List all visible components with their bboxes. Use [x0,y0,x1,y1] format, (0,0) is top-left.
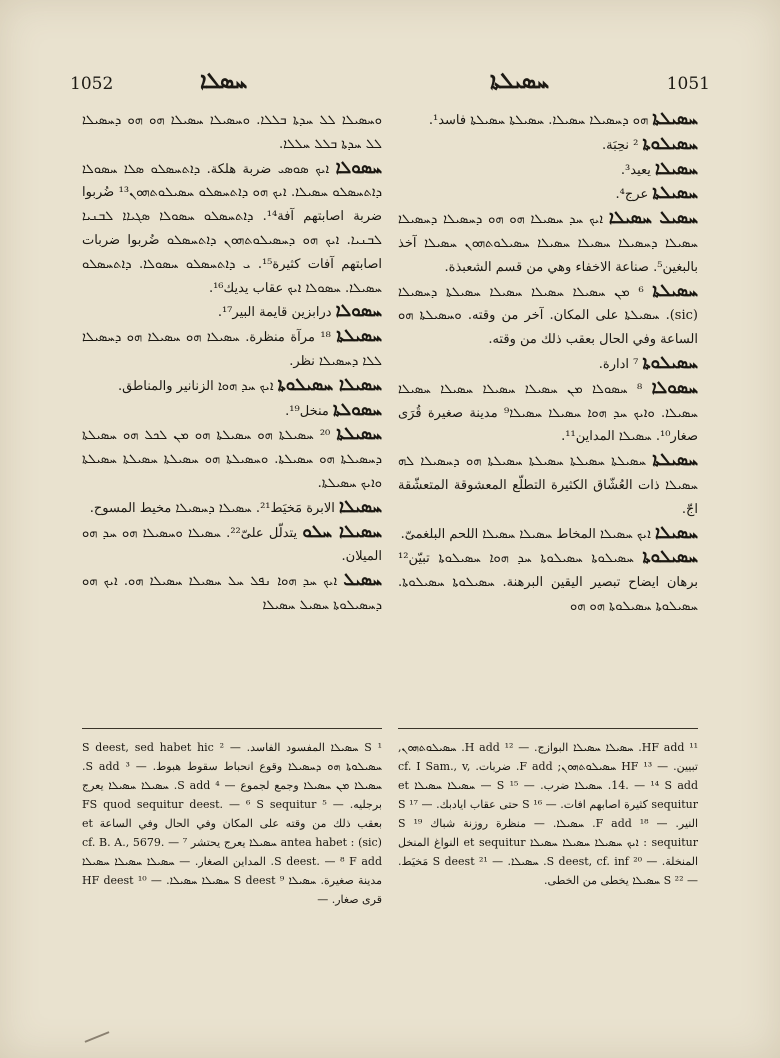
entry-headword: ܚܣܝܠ [343,570,382,591]
dictionary-entry [398,522,698,547]
dictionary-entry [82,108,382,157]
dictionary-entry [82,374,382,399]
entry-headword: ܚܣܘܠܐ [651,377,698,398]
entry-text: ⁷ ادارة. [598,356,639,372]
entry-headword: ܚܣܘܠܬܐ [332,399,382,420]
entry-text: ܐܝܟ ܚܕ ܗܘܐ ܢܦܠ ܚܠ ܚܣܝܠܐ ܚܣܝܠܐ ܗܘ. ܐܝܟ ܗܘ ܕܚܣܝܠܘܬܐ ܚܣܝܠ ܚܣܝܠܐ [82,574,382,613]
entry-text: ⁶ ܡܢ ܚܣܝܠܐ ܚܣܝܠܐ ܚܣܝܠܐ ܚܣܝܠܬܐ ܕܚܣܝܠܐ (sic). ܚܣܝܠܬܐ على المكان. آخر من وقته. ܘܚܣܝܠܬܐ ܗܘ الساعة وفي الحال بعقب ذلك من وقته. [398,284,698,348]
entry-text: ²⁰ ܚܣܝܠܬܐ ܗܘ ܚܣܝܠܬܐ ܗܘ ܡܢ ܠܟܠ ܗܘ ܚܣܝܠܬܐ ܕܚܣܝܠܬܐ ܗܘ ܚܣܝܠܬܐ. ܘܚܣܝܠܬܐ ܗܘ ܚܣܝܠܬܐ ܚܣܝܠܬܐ ܚܣܝܠܬܐ ܘܐܝܟ ܚܣܝܠܬܐ. [82,428,382,491]
entry-headword: ܚܣܝܠܬܐ [652,450,698,471]
entry-headword: ܚܣܝܠܘܬܐ [642,133,698,154]
entry-text: درابزين قايمة البير¹⁷. [217,305,332,321]
dictionary-entry [82,569,382,618]
entry-text: يتدلّل علىّ²². ܚܣܝܠܐ ܘܚܣܝܠܐ ܗܘ ܚܕ ܗܘ الميلان. [82,525,382,565]
left-running-head: ܚܣܠܐ [200,68,248,94]
entry-headword: ܚܣܝܠܘܬܐ [642,547,698,568]
left-column [82,108,382,720]
dictionary-entry [398,182,698,207]
dictionary-entry [398,133,698,158]
entry-text: ܚܣܝܠܘܬܐ ܚܣܝܠܘܬܐ ܚܕ ܗܘܐ ܚܣܝܠܘܬܐ تبيّن¹² برهان ايضاح تبصير اليقين البرهنة. ܚܣܝܠܘܬܐ ܚܣܝܠܘܬܐ. ܚܣܝܠܘܬܐ ܚܣܝܠܘܬܐ ܗܘ ܗܘ [398,551,698,614]
entry-text: عرج⁴. [615,187,649,203]
entry-headword: ܚܣܝܠܐ [655,158,698,179]
right-column [398,108,698,720]
right-footnote-rule [398,728,698,729]
dictionary-entry [398,352,698,377]
dictionary-entry [398,280,698,352]
dictionary-entry [82,325,382,374]
entry-headword: ܚܣܝܠܘܬܐ [642,352,698,373]
entry-text: ܚܣܝܠܬܐ ܚܣܝܠܬܐ ܚܣܝܠܬܐ ܚܣܝܠܬܐ ܗܘ ܕܚܣܝܠܐ ܠܗ ܚܣܝܠܐ ذات العُشّاق الكثيرة التطلّع المعشوقة المتعشّقة اجّ. [398,454,698,517]
entry-text: يعيد³. [620,162,651,178]
right-footnotes [398,738,698,968]
entry-text: ⁸ ܚܣܘܠܐ ܡܢ ܚܣܝܠܐ ܚܣܝܠܐ ܚܣܝܠܐ ܚܣܝܠܐ ܚܣܝܠܐ. ܘܐܝܟ ܚܕ ܗܘܐ ܚܣܝܠܐ ܚܣܝܠܐ⁹ مدينة صغيرة قُرَى صغار¹⁰. ܚܣܝܠܐ المداين¹¹. [398,381,698,445]
entry-text: ܐܝܟ ܚܕ ܚܣܝܠܐ ܗܘ ܗܘ ܕܚܣܝܠܐ ܕܚܣܝܠܐ ܚܣܝܠܐ ܕܚܣܝܠܐ ܚܣܝܠܐ ܚܣܝܠܐ ܚܣܝܠܘܬܗܘܢ ܚܣܝܠܐ آخذ بالبغين⁵. صناعة الاخفاء وهي من قسم الشعبذة. [398,212,698,275]
entry-headword: ܚܣܝܠܐ [339,496,382,517]
entry-text: ¹⁸ مرآة منظرة. ܚܣܝܠܐ ܗܘ ܚܣܝܠܐ ܗܘ ܕܚܣܝܠܐ ܠܠܐ ܕܚܣܝܠܐ نظر. [82,330,382,369]
entry-headword: ܚܣܘܠܐ [335,157,382,178]
page-header [70,66,710,100]
footnote-block: ¹¹ HF add. ܚܣܝܠܐ ܚܣܝܠܐ البوازج. — ¹² H add. ܚܣܝܠܘܬܗܘܢ, تبيين. — ¹³ HF ܚܣܝܠܘܬܗܘܢ; F add. ضربات. cf. I Sam., v, 14. — ¹⁴ S add. ܚܣܝܠܐ ضرب. — ¹⁵ S — ܚܣܝܠܐ ܚܣܝܠܐ et sequitur كثيرة اصابهم افات. — ¹⁶ S حتى عقاب ايادبك. — ¹⁷ S النير. — ¹⁸ F add. ܚܣܝܠܐ. — منظرة روزنة شباك ¹⁹ S sequitur : ܐܝܟ ܚܣܝܠܐ ܚܣܝܠܐ ܚܣܝܠܐ et sequitur النواغ المنخل المنخلة. — ²⁰ S deest, cf. inf. ܚܣܝܠܐ. — ²¹ S deest مَخيَط. — ²² S ܚܣܝܠܐ يخطى من الخطى. [398,741,698,887]
entry-text: ܗܘ ܕܚܣܝܠܐ ܚܣܝܠܐ. ܚܣܝܠܬܐ ܚܣܝܠܬܐ فاسد¹. [428,113,649,128]
entry-text: ܘܚܣܝܠܐ ܠܠ ܚܕܬܐ ܒܠܠܐ. ܘܚܣܝܠܐ ܚܣܝܠܐ ܗܘ ܗܘ ܕܚܣܝܠܐ ܠܠ ܚܕܬܐ ܒܠܠ ܚܠܠܐ. [82,113,382,152]
right-running-head: ܚܣܝܠܬܐ [490,68,550,94]
dictionary-entry [82,423,382,495]
dictionary-entry [82,496,382,521]
entry-headword: ܚܣܝܠܐ ܚܣܝܠܘܬܐ [277,374,382,395]
dictionary-entry [398,108,698,133]
dictionary-entry [398,546,698,618]
left-page-number: 1052 [70,74,114,94]
entry-headword: ܚܣܝܠܬܐ [652,183,698,204]
dictionary-entry [398,158,698,183]
entry-text: منخل¹⁹. [285,403,329,419]
dictionary-entry [398,449,698,521]
footnote-block: ¹ S ܚܣܝܠܐ المفسود الفاسد. — ² S deest, sed habet hic ܚܣܝܠܘܬܐ ܗܘ ܕܚܣܝܠܐ وقوع انحباط سقوط هبوط. — ³ S add. ܚܣܝܠܐ ܡܢ ܚܣܝܠܐ وجمع لجموع — ⁴ S add. ܚܣܝܠܐ ܚܣܝܠܐ يعرج برجليه. — ⁵ FS quod sequitur deest. — ⁶ S sequitur بعقب ذلك من وقته على المكان وفي الحال وفي الساعة et antea habet : (sic) ܚܣܝܠܐ يعرج يحتشر cf. B. A., 5679. — ⁷ S deest. — ⁸ F add. المداين الصغار. — ܚܣܝܠܐ ܚܣܝܠܐ ܚܣܝܠܐ مدينة صغيرة. ܚܣܝܠܐ ⁹ S deest ܚܣܝܠܐ ܚܣܝܠܐ. — ¹⁰ HF deest قرى صغار. — [82,741,382,906]
entry-text: ܐܝܟ ܣܘܣܝ ضربة هلكة. ܕܐܬܚܣܠܘ ܣܠܐ ܚܣܘܠܐ ܕܐܬܚܣܠܘ ܚܣܝܠܐ. ܐܝܟ ܗܘ ܕܐܬܚܣܠܘ ܚܣܝܠܘܬܗܘܢ¹³ ضُربوا ضربة اصابتهم آفة¹⁴. ܕܐܬܚܣܠܘ ܚܣܘܠܐ ܣܓܝܐܐ ܠܒܢܝܐ ܠܒܢܝܐ. ܐܝܟ ܗܘ ܕܚܣܝܠܘܬܗܘܢ ܕܐܬܚܣܠܘ ضُربوا ضربات اصابتهم آفات كثيرة¹⁵. ܝ ܕܐܬܚܣܠܘ ܚܣܘܠܐ. ܕܐܬܚܣܠܘ ܚܣܝܠܐ. ܚܣܘܠܐ ܐܝܟ عقاب يديك¹⁶. [82,161,382,296]
entry-headword: ܚܣܝܠܐ ܚܠܘ [302,521,382,542]
dictionary-entry [398,377,698,449]
left-footnote-rule [82,728,382,729]
right-page-number: 1051 [666,74,710,94]
dictionary-entry [82,399,382,424]
entry-headword: ܚܣܝܠ ܚܣܝܠܐ [608,208,698,229]
entry-headword: ܚܣܝܠܬܐ [336,326,382,347]
entry-text: الابرة مَخيَط²¹. ܚܣܝܠܐ ܕܚܣܝܠܐ مخيط المسوح. [89,500,335,516]
entry-text: ܐܝܟ ܚܣܝܠܐ المخاط ܚܣܝܠܐ ܚܣܝܠܐ اللحم البلغمىّ. [400,526,651,542]
entry-text: ² نحِبَة. [602,137,639,153]
pencil-mark [85,1031,110,1043]
dictionary-entry [398,207,698,279]
entry-headword: ܚܣܝܠܐ [655,522,698,543]
dictionary-entry [82,521,382,570]
entry-headword: ܚܣܘܠܐ [335,301,382,322]
entry-headword: ܚܣܝܠܬܐ [336,424,382,445]
entry-text: ܐܝܟ ܚܕ ܗܘܐ الزنانير والمناطق. [117,378,274,394]
dictionary-entry [82,157,382,301]
left-footnotes [82,738,382,968]
entry-headword: ܚܣܝܠܬܐ [652,109,698,129]
entry-headword: ܚܣܝܠܬܐ [652,280,698,301]
dictionary-entry [82,300,382,325]
